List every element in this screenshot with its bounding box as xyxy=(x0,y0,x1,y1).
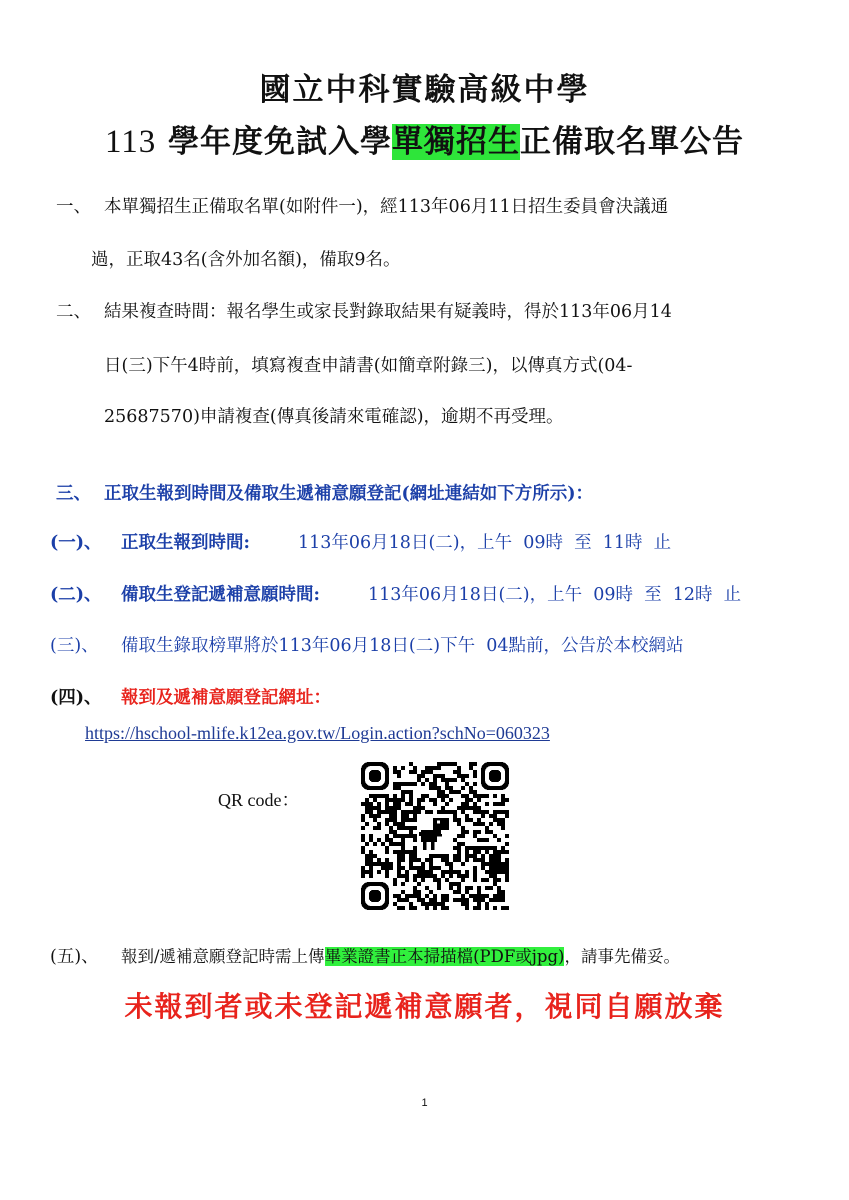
sub1-label: 正取生報到時間: xyxy=(121,533,250,553)
item2-line1: 結果複查時間：報名學生或家長對錄取結果有疑義時，得於113年06月14 xyxy=(104,302,672,322)
item2-marker: 二、 xyxy=(56,302,91,322)
subtitle-post: 正備取名單公告 xyxy=(520,124,745,160)
page-number: 1 xyxy=(421,1097,428,1109)
item1-line2: 過，正取43名(含外加名額)，備取9名。 xyxy=(91,250,401,270)
sub5-text xyxy=(121,943,680,967)
final-notice: 未報到者或未登記遞補意願者，視同自願放棄 xyxy=(124,990,725,1023)
sub5-marker: (五)、 xyxy=(50,947,99,967)
item3-marker: 三、 xyxy=(56,484,91,504)
dinosaur-icon xyxy=(417,814,453,854)
sub1-marker: (一)、 xyxy=(50,533,102,553)
sub5-post: ，請事先備妥。 xyxy=(564,947,680,966)
page-title: 國立中科實驗高級中學 xyxy=(259,72,590,108)
sub2-value: 113年06月18日(二)，上午 09時 至 12時 止 xyxy=(368,585,742,605)
item2-line3: 25687570)申請複查(傳真後請來電確認)，逾期不再受理。 xyxy=(104,407,564,427)
qr-finder-top-right xyxy=(481,762,509,790)
item2-line2: 日(三)下午4時前，填寫複查申請書(如簡章附錄三)，以傳真方式(04- xyxy=(104,356,633,376)
sub4-label: 報到及遞補意願登記網址： xyxy=(121,688,331,708)
sub3-text: 備取生錄取榜單將於113年06月18日(二)下午 04點前，公告於本校網站 xyxy=(121,636,684,656)
sub5-pre: 報到/遞補意願登記時需上傳 xyxy=(121,947,325,966)
registration-url-link[interactable]: https://hschool-mlife.k12ea.gov.tw/Login.action?schNo=060323 xyxy=(85,723,550,743)
sub4-marker: (四)、 xyxy=(50,688,102,708)
page-subtitle xyxy=(0,116,849,161)
sub5-highlight: 畢業證書正本掃描檔(PDF或jpg) xyxy=(324,947,565,966)
item3-text: 正取生報到時間及備取生遞補意願登記(網址連結如下方所示)： xyxy=(104,484,594,504)
subtitle-highlight: 單獨招生 xyxy=(392,124,521,160)
qr-finder-top-left xyxy=(361,762,389,790)
subtitle-pre: 學年度免試入學 xyxy=(156,124,393,160)
sub1-value: 113年06月18日(二)，上午 09時 至 11時 止 xyxy=(298,533,672,553)
item1-marker: 一、 xyxy=(56,197,91,217)
sub3-marker: (三)、 xyxy=(50,636,99,656)
qr-code[interactable] xyxy=(361,762,509,910)
sub2-label: 備取生登記遞補意願時間: xyxy=(121,585,320,605)
item1-line1: 本單獨招生正備取名單(如附件一)，經113年06月11日招生委員會決議通 xyxy=(104,197,669,217)
qr-finder-bottom-left xyxy=(361,882,389,910)
subtitle-year: 113 xyxy=(104,124,157,160)
sub2-marker: (二)、 xyxy=(50,585,102,605)
qr-label: QR code： xyxy=(218,790,300,810)
